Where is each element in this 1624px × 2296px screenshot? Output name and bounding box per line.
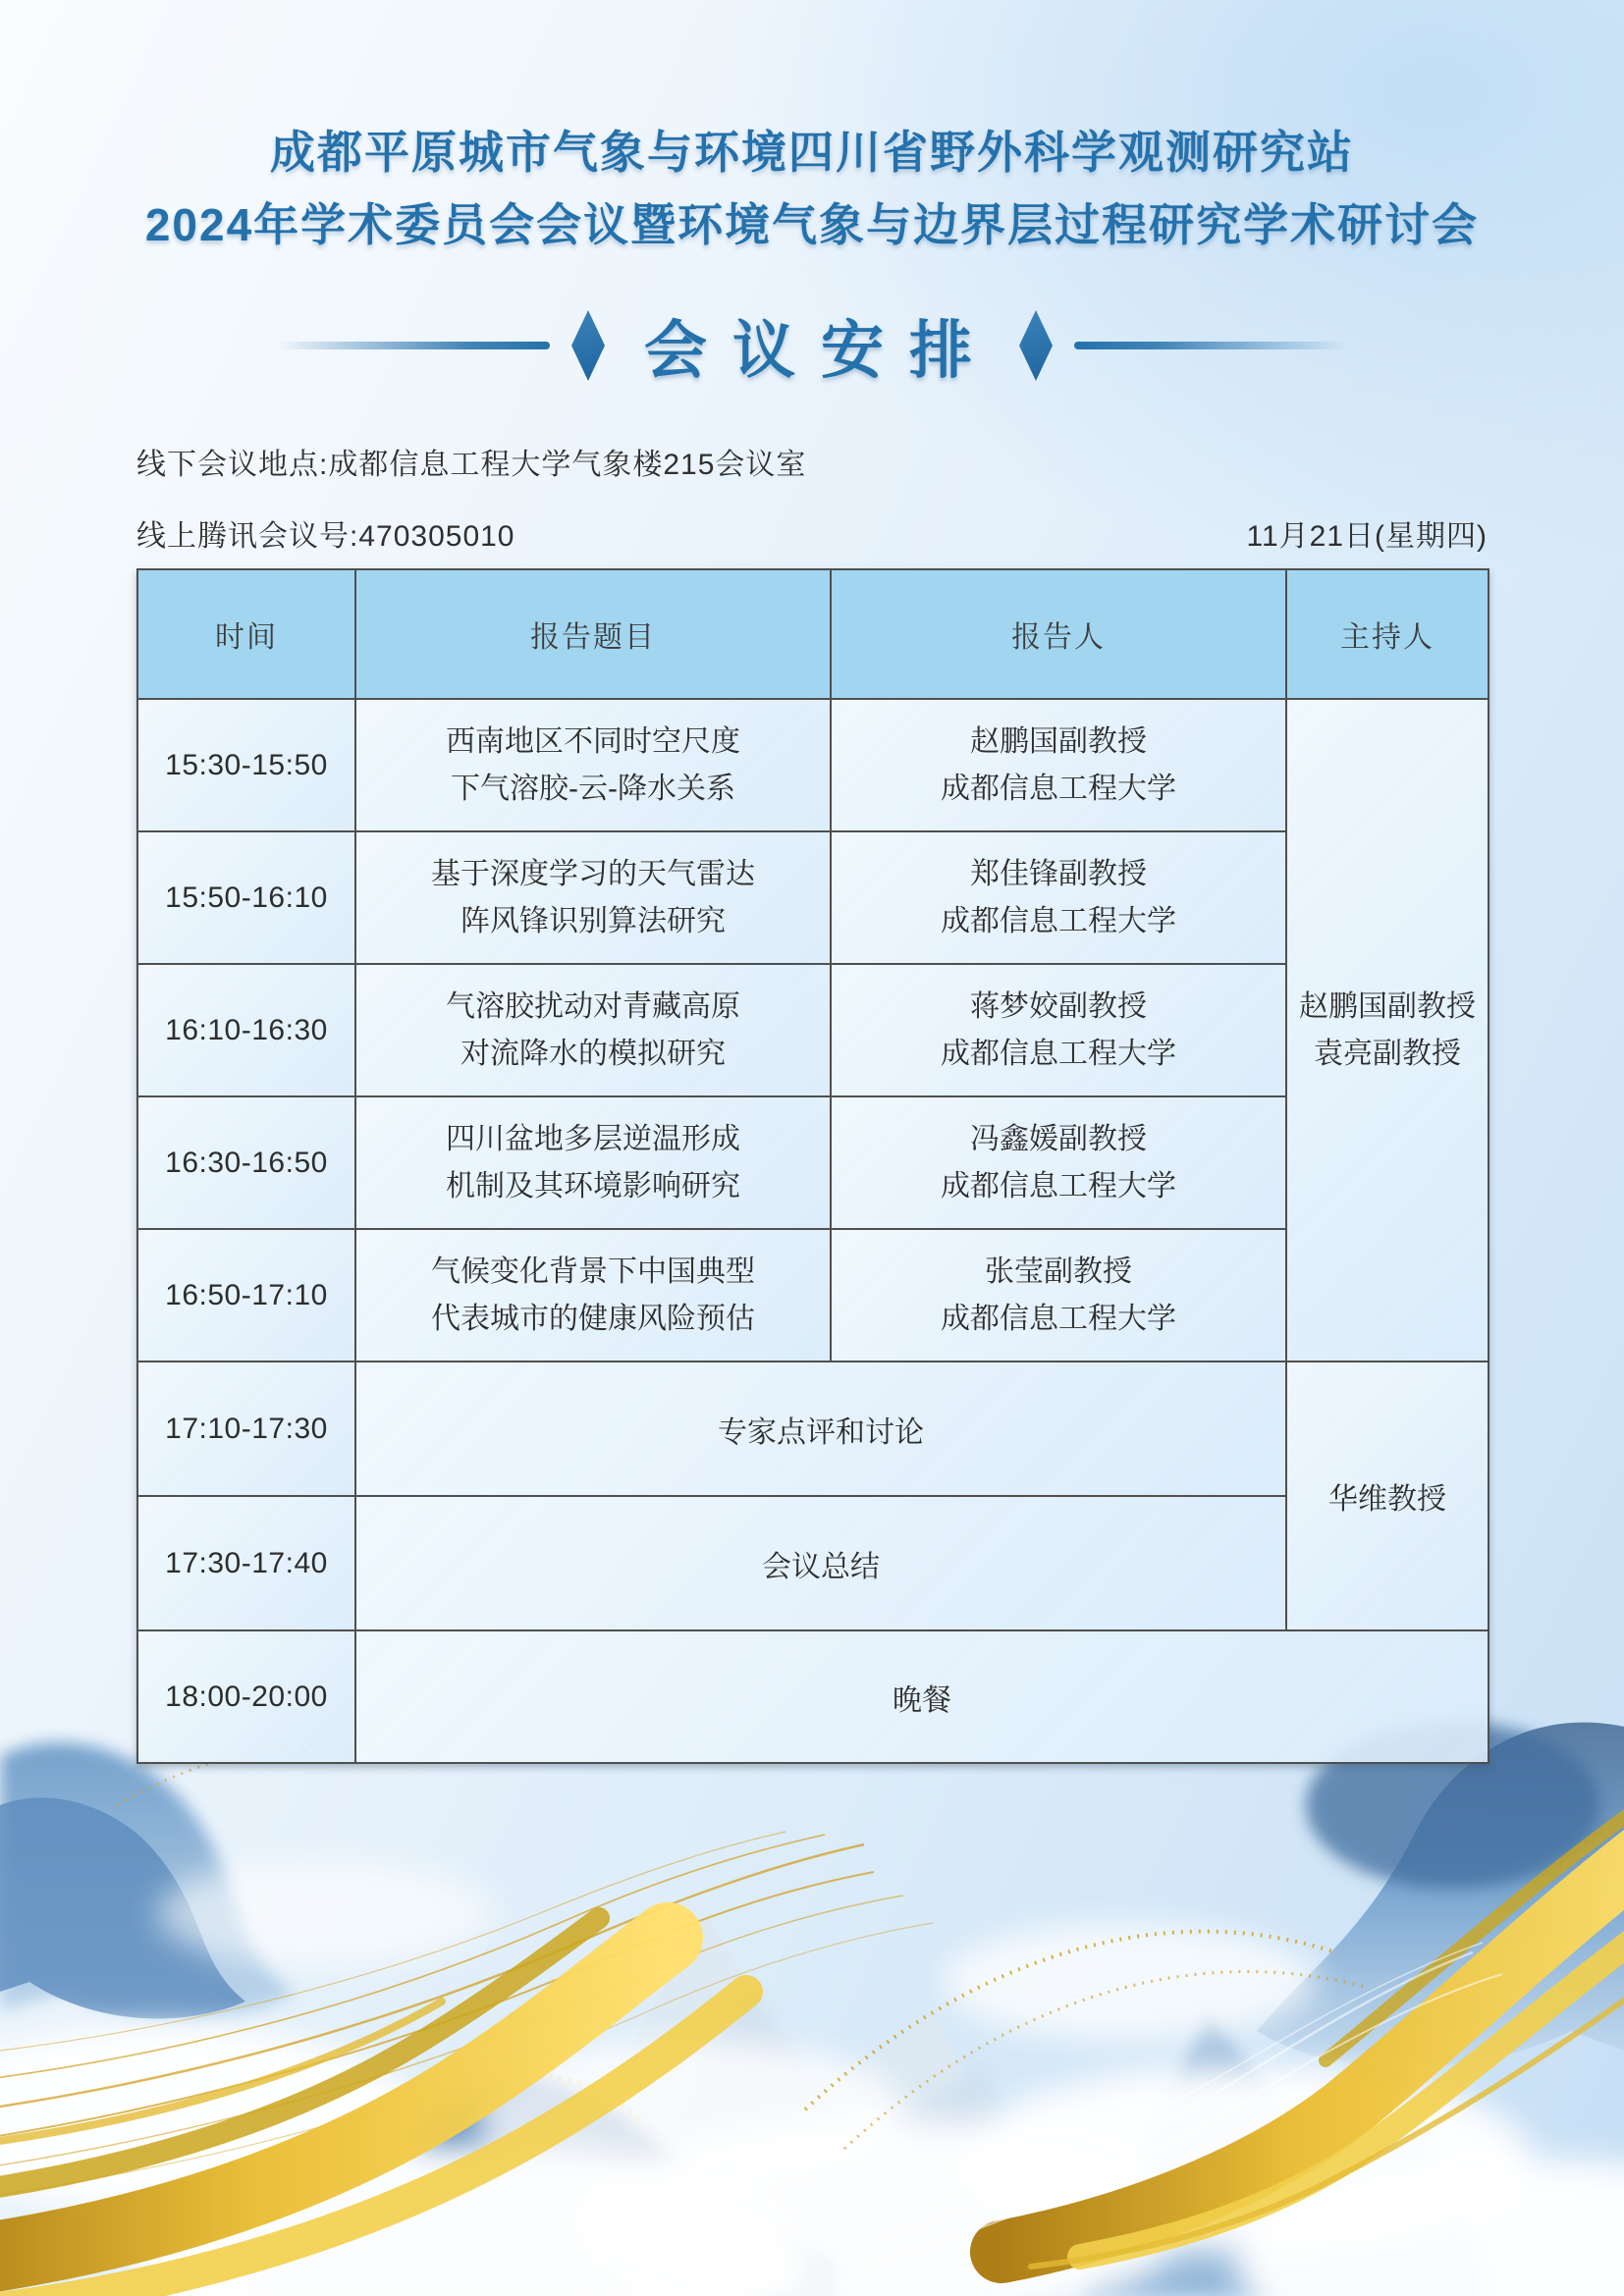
time-cell: 16:50-17:10	[137, 1229, 355, 1362]
talk-title-cell: 气候变化背景下中国典型 代表城市的健康风险预估	[355, 1229, 831, 1362]
summary-cell: 会议总结	[355, 1496, 1286, 1630]
banner-line-right	[1074, 342, 1347, 349]
speaker-cell: 郑佳锋副教授 成都信息工程大学	[831, 831, 1286, 964]
dinner-cell: 晚餐	[355, 1630, 1489, 1763]
table-row	[137, 831, 1489, 964]
header-row	[137, 569, 1489, 699]
talk-title-cell: 气溶胶扰动对青藏高原 对流降水的模拟研究	[355, 964, 831, 1096]
time-cell: 16:10-16:30	[137, 964, 355, 1096]
mountain-clouds-artwork	[0, 1687, 1624, 2296]
discussion-row	[137, 1362, 1489, 1496]
meeting-meta	[136, 444, 1488, 555]
speaker-cell: 赵鹏国副教授 成都信息工程大学	[831, 699, 1286, 831]
meeting-location: 线下会议地点:成都信息工程大学气象楼215会议室	[136, 449, 807, 481]
col-header-title: 报告题目	[355, 569, 831, 699]
talk-title-cell: 基于深度学习的天气雷达 阵风锋识别算法研究	[355, 831, 831, 964]
page-title	[136, 116, 1488, 261]
talk-title-cell: 四川盆地多层逆温形成 机制及其环境影响研究	[355, 1096, 831, 1229]
schedule-table	[136, 568, 1489, 1764]
time-cell: 17:30-17:40	[137, 1496, 355, 1630]
dinner-row	[137, 1630, 1489, 1763]
time-cell: 16:30-16:50	[137, 1096, 355, 1229]
title-line-2: 2024年学术委员会会议暨环境气象与边界层过程研究学术研讨会	[144, 199, 1480, 250]
meeting-meta-row	[136, 511, 1488, 555]
banner-title: 会议安排	[644, 315, 998, 386]
section-banner	[136, 291, 1488, 400]
banner-line-left	[277, 342, 550, 349]
diamond-icon	[1019, 310, 1053, 381]
speaker-cell: 张莹副教授 成都信息工程大学	[831, 1229, 1286, 1362]
time-cell: 17:10-17:30	[137, 1362, 355, 1496]
diamond-icon	[571, 310, 605, 381]
time-cell: 15:50-16:10	[137, 831, 355, 964]
col-header-speaker: 报告人	[831, 569, 1286, 699]
col-header-time: 时间	[137, 569, 355, 699]
moderator-cell: 华维教授	[1286, 1362, 1489, 1630]
moderator-cell: 赵鹏国副教授 袁亮副教授	[1286, 699, 1489, 1362]
speaker-cell: 冯鑫媛副教授 成都信息工程大学	[831, 1096, 1286, 1229]
summary-row	[137, 1496, 1489, 1630]
talk-title-cell: 西南地区不同时空尺度 下气溶胶-云-降水关系	[355, 699, 831, 831]
table-row	[137, 699, 1489, 831]
col-header-host: 主持人	[1286, 569, 1489, 699]
table-row	[137, 964, 1489, 1096]
speaker-cell: 蒋梦姣副教授 成都信息工程大学	[831, 964, 1286, 1096]
title-line-1: 成都平原城市气象与环境四川省野外科学观测研究站	[270, 127, 1354, 178]
table-row	[137, 1229, 1489, 1362]
discussion-cell: 专家点评和讨论	[355, 1362, 1286, 1496]
time-cell: 18:00-20:00	[137, 1630, 355, 1763]
table-row	[137, 1096, 1489, 1229]
time-cell: 15:30-15:50	[137, 699, 355, 831]
meeting-date: 11月21日(星期四)	[1246, 520, 1488, 553]
online-meeting-id: 线上腾讯会议号:470305010	[136, 520, 515, 553]
page-content	[136, 0, 1488, 1764]
